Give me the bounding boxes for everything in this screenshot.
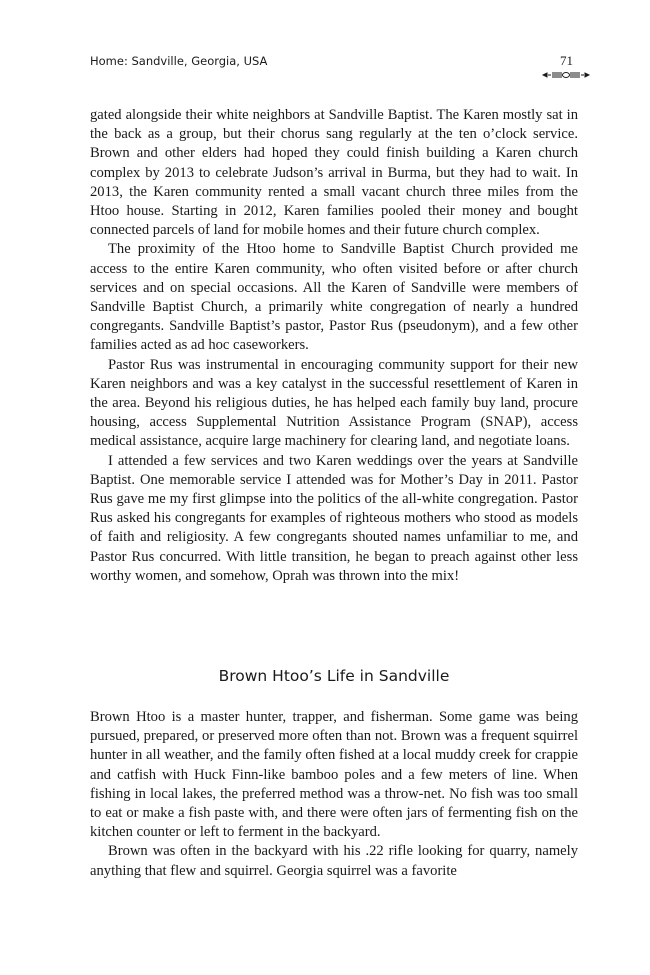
page-number: 71 (560, 53, 573, 68)
paragraph: I attended a few services and two Karen weddings over the years at Sandville Baptist. One memorable service I attended was for Mother’s Day in 2011. Pastor Rus gave me my first glimpse into the politics of the all-white congregation. Pastor Rus asked his congregants for examples of righteous mothers who stood as models of faith and religiosity. A few congregants shouted names unfamiliar to me, and Pastor Rus concurred. With little transition, he began to preach against other less worthy women, and somehow, Oprah was thrown into the mix! (90, 452, 578, 584)
body-text-block (90, 106, 578, 586)
running-title: Home: Sandville, Georgia, USA (90, 54, 268, 68)
paragraph: Brown was often in the backyard with his .22 rifle looking for quarry, namely anything that flew and squirrel. Georgia squirrel was a favorite (90, 843, 578, 879)
paragraph: Brown Htoo is a master hunter, trapper, and fisherman. Some game was being pursued, prepared, or preserved more often than not. Brown was a frequent squirrel hunter in all weather, and the family often fished at a local muddy creek for crappie and catfish with Huck Finn-like bamboo poles and a few meters of line. When fishing in local lakes, the preferred method was a throw-net. No fish was too small to eat or make a fish paste with, and there were often jars of fermenting fish on the kitchen counter or left to ferment in the backyard. (90, 709, 578, 841)
section-heading: Brown Htoo’s Life in Sandville (218, 667, 450, 685)
section-text-block (90, 708, 578, 881)
running-head (90, 51, 578, 71)
paragraph: The proximity of the Htoo home to Sandville Baptist Church provided me access to the entire Karen community, who often visited before or after church services and on special occasions. All the Karen of Sandville were members of Sandville Baptist Church, a primarily white congregation of nearly a hundred congregants. Sandville Baptist’s pastor, Pastor Rus (pseudonym), and a few other families acted as ad hoc caseworkers. (90, 241, 578, 354)
decorative-scroll-ornament-icon (542, 70, 590, 80)
paragraph: Pastor Rus was instrumental in encouraging community support for their new Karen neighbors and was a key catalyst in the successful resettlement of Karen in the area. Beyond his religious duties, he has helped each family buy land, procure housing, access Supplemental Nutrition Assistance Program (SNAP), access medical assistance, acquire large machinery for clearing land, and negotiate loans. (90, 356, 578, 450)
paragraph: gated alongside their white neighbors at Sandville Baptist. The Karen mostly sat in the back as a group, but their chorus sang regularly at the ten o’clock service. Brown and other elders had hoped they could finish building a Karen church complex by 2013 to celebrate Judson’s arrival in Burma, but they had to wait. In 2013, the Karen community rented a small vacant church three miles from the Htoo house. Starting in 2012, Karen families pooled their money and bought connected parcels of land for mobile homes and their future church complex. (90, 107, 578, 239)
